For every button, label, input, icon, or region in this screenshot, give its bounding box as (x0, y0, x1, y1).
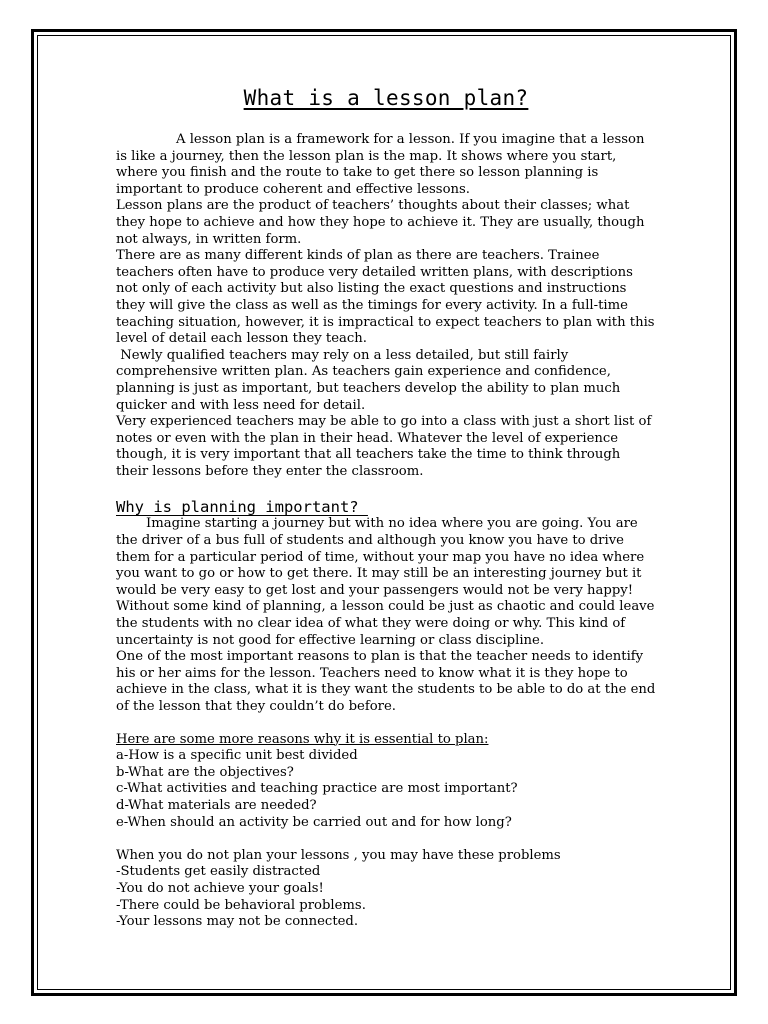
intro-paragraph-3: There are as many different kinds of plan as there are teachers. Trainee teachers often have to produce very detailed written plans, with descriptions not only of each activity but also listing the exact questions and instructions they will give the class as well as the timings for every activity. In a full-time teaching situation, however, it is impractical to expect teachers to plan with this level of detail each lesson they teach. (116, 248, 655, 347)
reason-item: d-What materials are needed? (116, 797, 317, 813)
reason-item: a-How is a specific unit best divided (116, 748, 358, 764)
intro-paragraph-2: Lesson plans are the product of teachers’ thoughts about their classes; what they hope to achieve and how they hope to achieve it. They are usually, though not always, in written form. (116, 198, 645, 247)
problems-intro: When you do not plan your lessons , you may have these problems (116, 847, 561, 863)
document-title: What is a lesson plan? (243, 86, 529, 110)
document-body (116, 86, 656, 931)
section-heading: Why is planning important? (116, 498, 368, 517)
problem-item: -You do not achieve your goals! (116, 880, 324, 896)
section-paragraph-1: Imagine starting a journey but with no idea where you are going. You are the driver of a bus full of students and although you know you have to drive them for a particular period of time, without your map you have no idea where you want to go or how to get there. It may still be an interesting journey but it would be very easy to get lost and your passengers would not be very happy! (116, 516, 645, 598)
section-paragraph-3: One of the most important reasons to plan is that the teacher needs to identify his or her aims for the lesson. Teachers need to know what it is they hope to achieve in the class, what it is they want the students to be able to do at the end of the lesson that they couldn’t do before. (116, 649, 656, 714)
problem-item: -Students get easily distracted (116, 864, 321, 880)
reason-item: c-What activities and teaching practice are most important? (116, 781, 518, 797)
intro-paragraph-4: Newly qualified teachers may rely on a less detailed, but still fairly comprehensive written plan. As teachers gain experience and confidence, planning is just as important, but teachers develop the ability to plan much quicker and with less need for detail. (116, 347, 625, 413)
section-paragraph-2: Without some kind of planning, a lesson could be just as chaotic and could leave the students with no clear idea of what they were doing or why. This kind of uncertainty is not good for effective learning or class discipline. (116, 599, 655, 648)
intro-paragraph-5: Very experienced teachers may be able to go into a class with just a short list of notes or even with the plan in their head. Whatever the level of experience though, it is very important that all teachers take the time to think through their lessons before they enter the classroom. (116, 414, 652, 479)
problem-item: -Your lessons may not be connected. (116, 914, 359, 930)
intro-paragraph-1: A lesson plan is a framework for a lesson. If you imagine that a lesson is like a journey, then the lesson plan is the map. It shows where you start, where you finish and the route to take to get there so lesson planning is important to produce coherent and effective lessons. (116, 132, 645, 197)
problems-list (116, 864, 656, 930)
problem-item: -There could be behavioral problems. (116, 897, 366, 913)
reason-item: b-What are the objectives? (116, 764, 294, 780)
reason-item: e-When should an activity be carried out and for how long? (116, 814, 512, 830)
reasons-list (116, 748, 656, 831)
spacer (116, 831, 656, 848)
reasons-heading: Here are some more reasons why it is essential to plan: (116, 731, 489, 747)
